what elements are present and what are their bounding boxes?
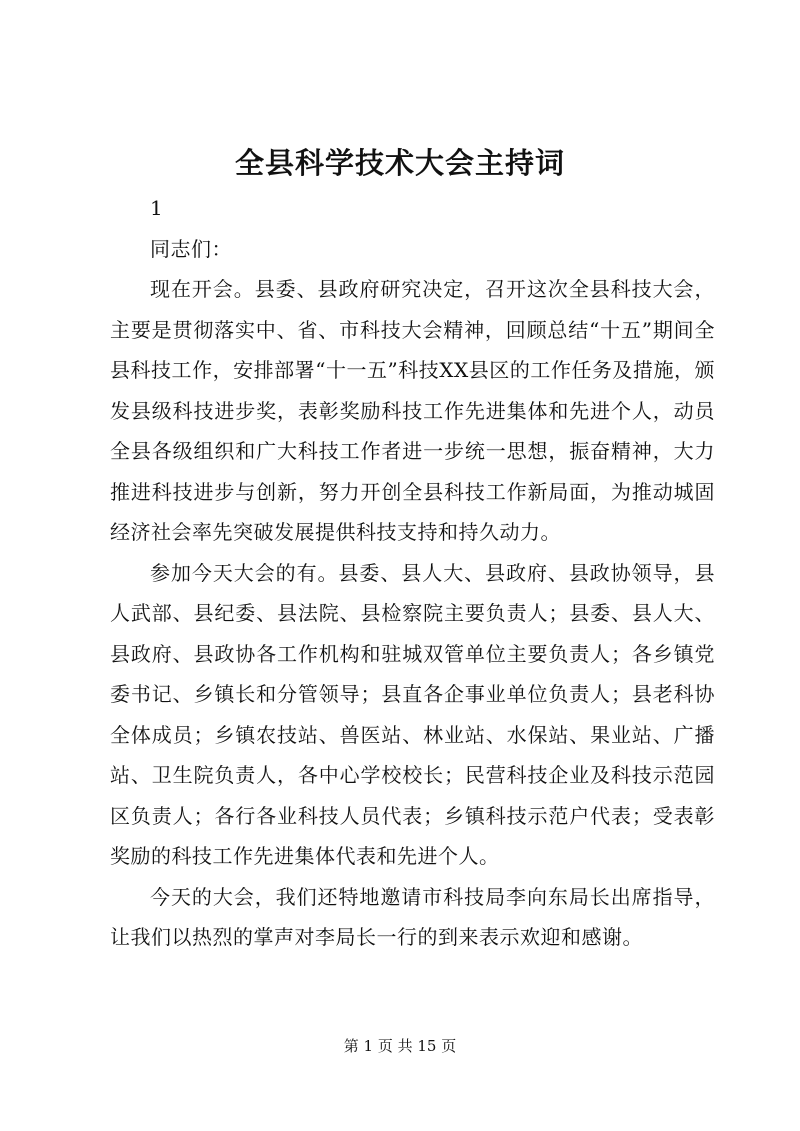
- paragraph-number: 1: [150, 196, 164, 220]
- paragraph-attendees: 参加今天大会的有。县委、县人大、县政府、县政协领导，县人武部、县纪委、县法院、县检察院主要负责人；县委、县人大、县政府、县政协各工作机构和驻城双管单位主要负责人；各乡镇党委书记、乡镇长和分管领导；县直各企事业单位负责人；县老科协全体成员；乡镇农技站、兽医站、林业站、水保站、果业站、广播站、卫生院负责人，各中心学校校长；民营科技企业及科技示范园区负责人；各行各业科技人员代表；乡镇科技示范户代表；受表彰奖励的科技工作先进集体代表和先进个人。: [110, 560, 715, 868]
- paragraph-greeting: 同志们：: [150, 236, 232, 261]
- paragraph-opening: 现在开会。县委、县政府研究决定，召开这次全县科技大会，主要是贯彻落实中、省、市科技大会精神，回顾总结“十五”期间全县科技工作，安排部署“十一五”科技XX县区的工作任务及措施，颁发县级科技进步奖，表彰奖励科技工作先进集体和先进个人，动员全县各级组织和广大科技工作者进一步统一思想，振奋精神，大力推进科技进步与创新，努力开创全县科技工作新局面，为推动城固经济社会率先突破发展提供科技支持和持久动力。: [110, 277, 715, 544]
- document-body: [110, 188, 715, 958]
- paragraph-welcome: 今天的大会，我们还特地邀请市科技局李向东局长出席指导，让我们以热烈的掌声对李局长一行的到来表示欢迎和感谢。: [110, 884, 715, 949]
- document-title: 全县科学技术大会主持词: [234, 146, 565, 180]
- page-number: 第 1 页 共 15 页: [343, 1037, 457, 1055]
